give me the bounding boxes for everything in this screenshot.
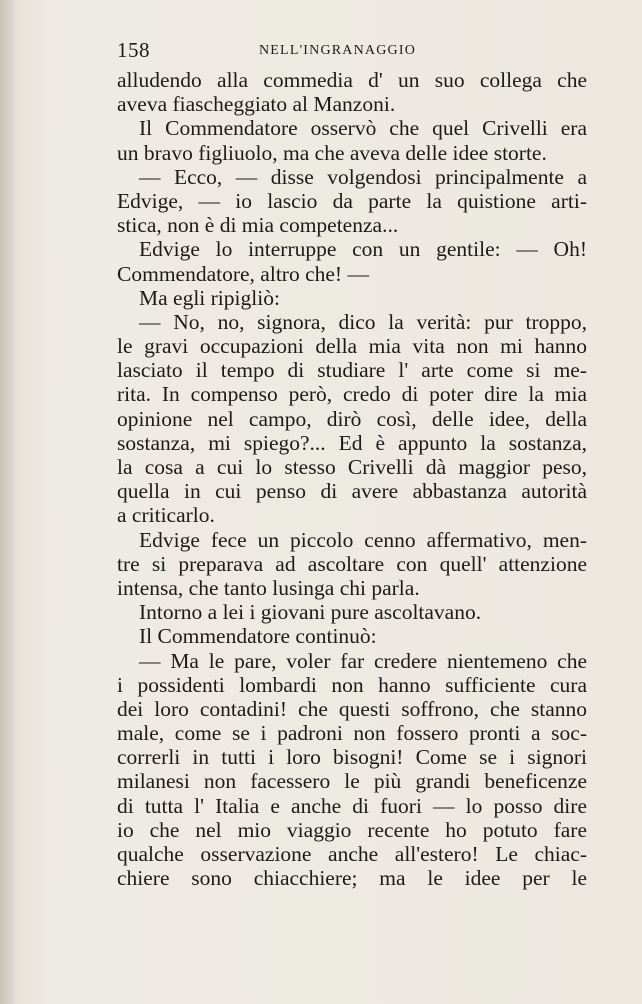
text-line: qualche osservazione anche all'estero! Le chiac-	[117, 842, 587, 866]
text-line: stica, non è di mia competenza...	[117, 213, 399, 238]
page-header	[117, 38, 587, 68]
text-line: intensa, che tanto lusinga chi parla.	[117, 575, 420, 600]
text-line: Edvige lo interruppe con un gentile: — Oh!	[139, 237, 587, 262]
text-line: sostanza, mi spiego?... Ed è appunto la sostanza,	[117, 430, 587, 455]
text-line: — Ma le pare, voler far credere nientemeno che	[139, 648, 587, 673]
text-line: Edvige fece un piccolo cenno affermativo, men-	[139, 527, 587, 552]
text-line: un bravo figliuolo, ma che aveva delle idee storte.	[117, 140, 547, 165]
page-spine-shadow	[0, 0, 14, 1004]
text-line: chiere sono chiacchiere; ma le idee per le	[117, 866, 587, 891]
text-line: le gravi occupazioni della mia vita non mi hanno	[117, 334, 587, 359]
text-line: quella in cui penso di avere abbastanza autorità	[117, 479, 587, 504]
text-line: rita. In compenso però, credo di poter dire la mia	[117, 382, 587, 407]
text-line: opinione nel campo, dirò così, delle idee, della	[117, 406, 587, 431]
text-line: alludendo alla commedia d' un suo collega che	[117, 68, 587, 92]
text-line: Edvige, — io lascio da parte la quistione arti-	[117, 188, 587, 213]
text-line: la cosa a cui lo stesso Crivelli dà maggior peso,	[117, 455, 587, 479]
text-line: aveva fiascheggiato al Manzoni.	[117, 92, 396, 117]
text-line: i possidenti lombardi non hanno sufficiente cura	[117, 672, 587, 697]
text-line: — Ecco, — disse volgendosi principalmente a	[139, 164, 587, 189]
text-line: Il Commendatore continuò:	[139, 624, 377, 649]
text-line: Commendatore, altro che! —	[117, 261, 369, 286]
text-line: di tutta l' Italia e anche di fuori — lo posso dire	[117, 793, 587, 818]
text-line: Intorno a lei i giovani pure ascoltavano.	[139, 600, 482, 625]
page-number: 158	[117, 38, 150, 62]
text-line: milanesi non facessero le più grandi beneficenze	[117, 769, 587, 794]
text-line: correrli in tutti i loro bisogni! Come se i signori	[117, 745, 587, 770]
text-line: male, come se i padroni non fossero pronti a soc-	[117, 721, 587, 746]
running-head: NELL'INGRANAGGIO	[259, 43, 417, 58]
body-text	[117, 68, 587, 890]
text-line: Ma egli ripigliò:	[139, 285, 280, 310]
text-line: — No, no, signora, dico la verità: pur troppo,	[139, 309, 587, 334]
text-line: a criticarlo.	[117, 503, 215, 528]
text-line: lasciato il tempo di studiare l' arte come si me-	[117, 358, 587, 383]
text-line: dei loro contadini! che questi soffrono, che stanno	[117, 696, 587, 721]
text-line: Il Commendatore osservò che quel Crivelli era	[139, 116, 587, 141]
text-line: io che nel mio viaggio recente ho potuto fare	[117, 817, 587, 842]
text-line: tre si preparava ad ascoltare con quell' attenzione	[117, 551, 587, 576]
